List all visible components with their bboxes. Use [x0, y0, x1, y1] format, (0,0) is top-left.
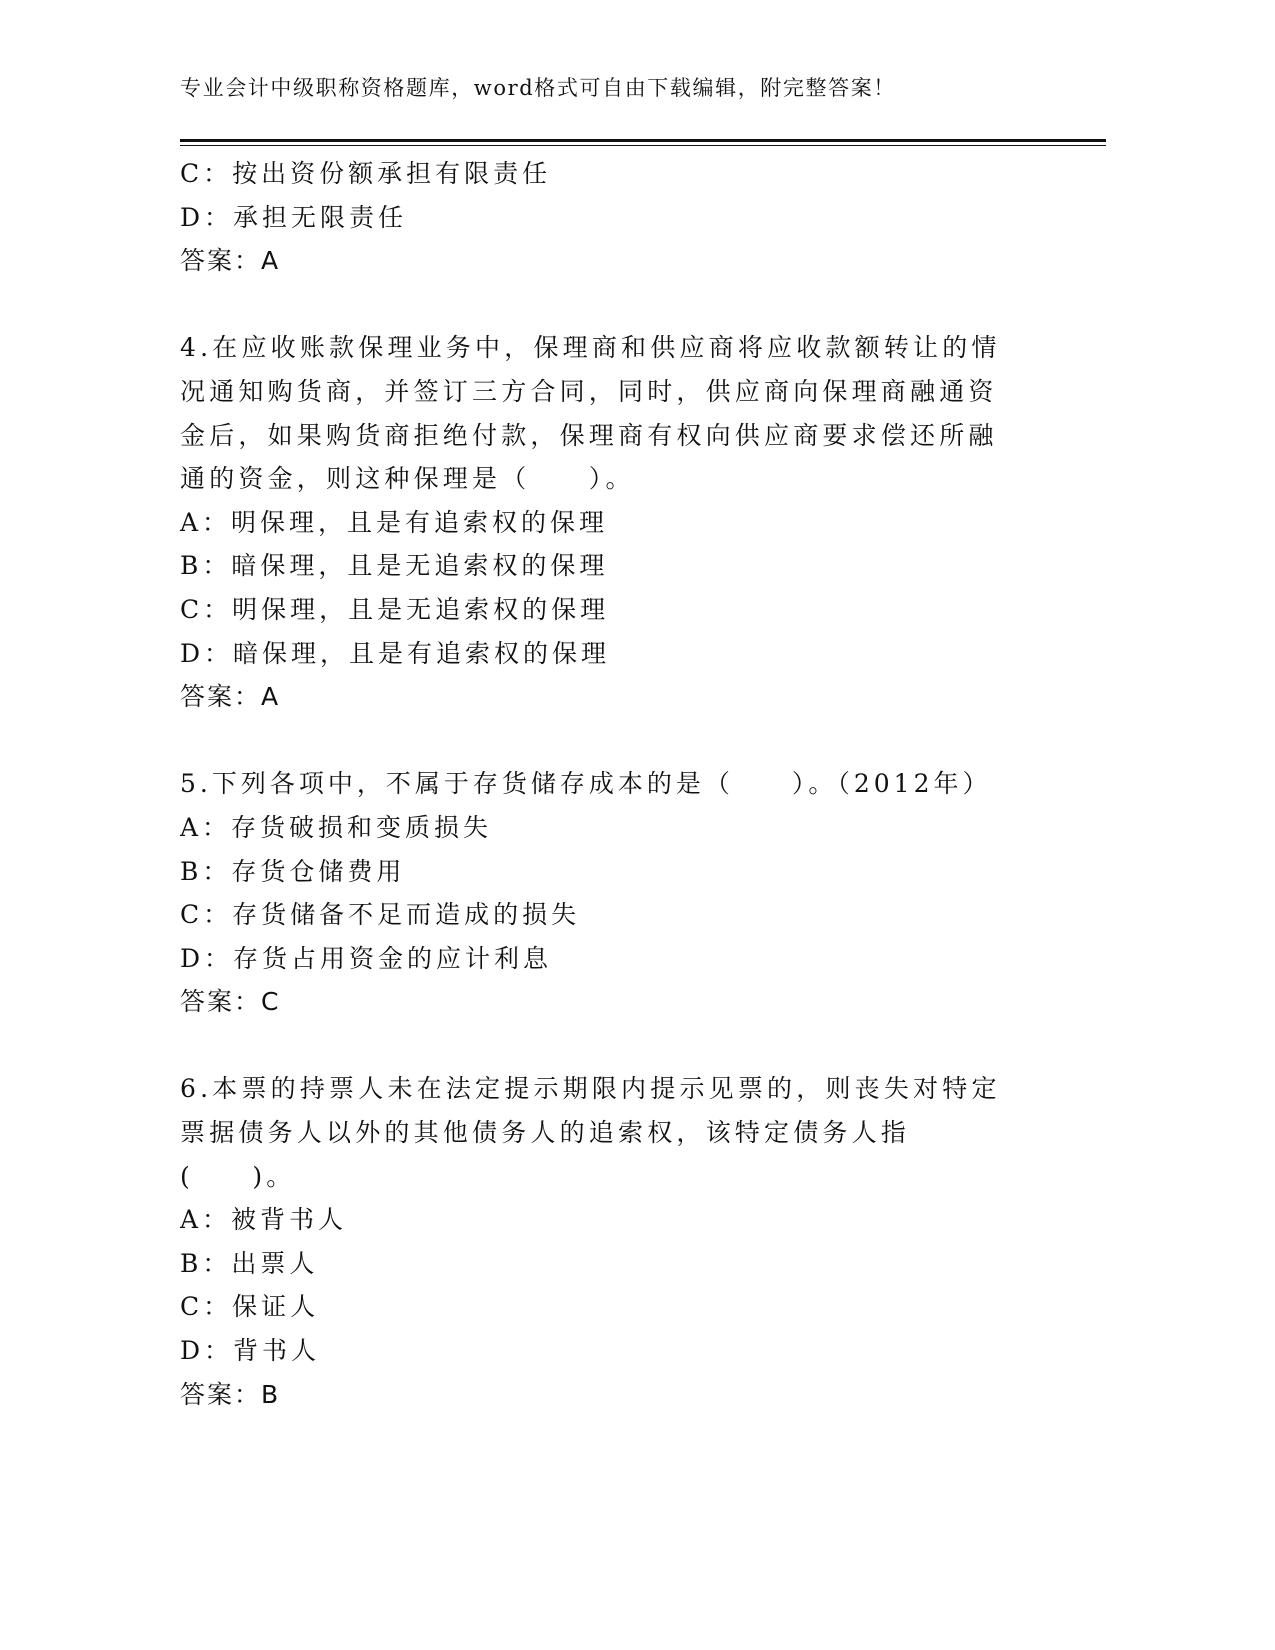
option-a: A：明保理，且是有追索权的保理: [180, 507, 609, 537]
answer-line: 答案：C: [180, 987, 281, 1017]
document-body: [180, 152, 1040, 1416]
option-d: D：承担无限责任: [180, 202, 408, 232]
option-b: B：出票人: [180, 1248, 319, 1278]
option-b: B：存货仓储费用: [180, 856, 406, 886]
option-d: D：背书人: [180, 1336, 321, 1366]
question-3-tail: [180, 152, 1040, 283]
header-divider-thin: [180, 145, 1106, 146]
option-c: C：明保理，且是无追索权的保理: [180, 594, 610, 624]
question-text: 6.本票的持票人未在法定提示期限内提示见票的，则丧失对特定票据债务人以外的其他债务人的追索权，该特定债务人指( )。: [180, 1074, 1001, 1191]
question-4: [180, 326, 1040, 718]
question-text: 4.在应收账款保理业务中，保理商和供应商将应收款额转让的情况通知购货商，并签订三方合同，同时，供应商向保理商融通资金后，如果购货商拒绝付款，保理商有权向供应商要求偿还所融通的资金，则这种保理是（ ）。: [180, 333, 1001, 494]
answer-line: 答案：B: [180, 1379, 281, 1409]
option-c: C：保证人: [180, 1292, 320, 1322]
question-6: [180, 1067, 1040, 1416]
option-d: D：存货占用资金的应计利息: [180, 943, 553, 973]
spacer: [180, 1024, 1040, 1068]
header-divider-thick: [180, 139, 1106, 142]
option-c: C：按出资份额承担有限责任: [180, 159, 552, 188]
question-text: 5.下列各项中，不属于存货储存成本的是（ ）。（2012年）: [180, 769, 992, 799]
option-b: B：暗保理，且是无追索权的保理: [180, 551, 609, 581]
page-header: 专业会计中级职称资格题库，word格式可自由下载编辑，附完整答案！: [180, 76, 896, 100]
option-a: A：存货破损和变质损失: [180, 812, 493, 842]
option-a: A：被背书人: [180, 1205, 348, 1235]
answer-line: 答案：A: [180, 246, 281, 276]
option-d: D：暗保理，且是有追索权的保理: [180, 638, 611, 668]
spacer: [180, 283, 1040, 327]
option-c: C：存货储备不足而造成的损失: [180, 900, 581, 930]
spacer: [180, 719, 1040, 763]
question-5: [180, 762, 1040, 1024]
answer-line: 答案：A: [180, 682, 281, 712]
